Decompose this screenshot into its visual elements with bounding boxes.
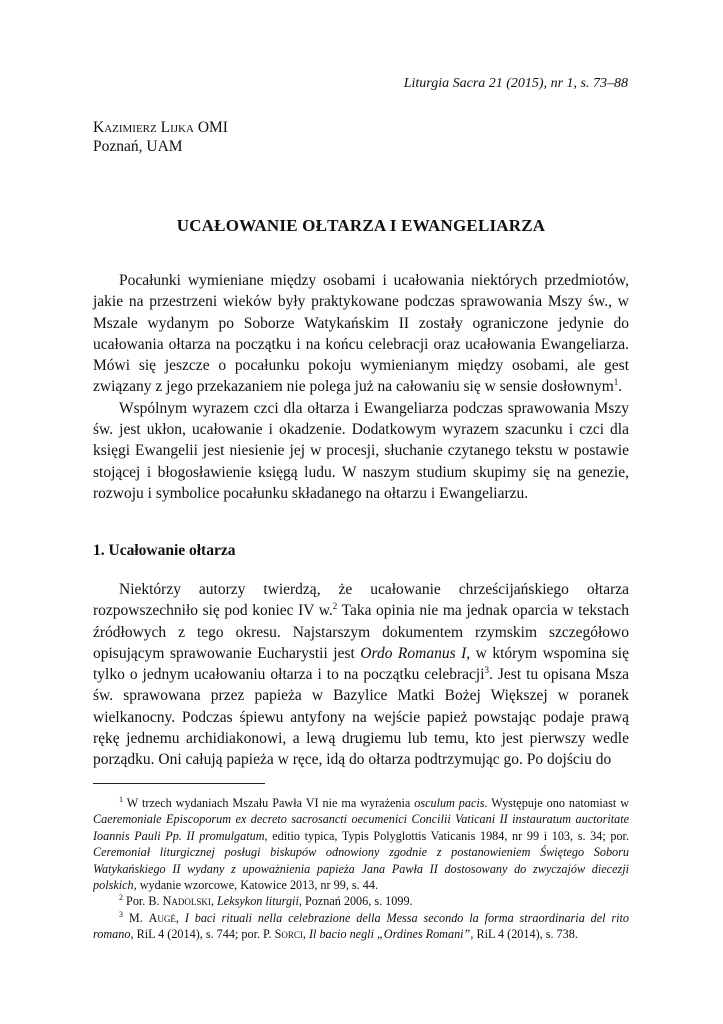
- footnote-1: [93, 795, 629, 893]
- footnote-3-text-c: , RiL 4 (2014), s. 744; por. P.: [130, 927, 275, 942]
- author-block: [93, 118, 228, 156]
- footnote-3-author-a: Augé: [148, 910, 176, 925]
- author-first-name: Kazimierz: [93, 119, 157, 136]
- footnote-1-italic-a: osculum pacis: [414, 796, 485, 810]
- intro-p1-text: Pocałunki wymieniane między osobami i ucałowania niektórych przedmiotów, jakie na przestrzeni wieków były praktykowane podczas sprawowania Mszy św., w Mszale wydanym po Soborze Watykańskim II zostały ograniczone jedynie do ucałowania ołtarza na początku i na końcu celebracji oraz ucałowania Ewangeliarza. Mówi się jeszcze o pocałunku pokoju wymienianym między osobami, ale gest związany z jego przekazaniem nie polega już na całowaniu się w sensie dosłownym: [93, 272, 629, 396]
- footnote-2-italic: Leksykon liturgii: [217, 894, 299, 909]
- footnote-ref-3: 3: [484, 665, 490, 676]
- sec1-text-2: Taka opinia nie ma jednak oparcia w tekstach źródłowych z tego okresu. Najstarszym dokumentem rzymskim szczegółowo opisującym sprawowanie Eucharystii jest: [93, 602, 629, 662]
- section-1-paragraph: [93, 579, 629, 771]
- footnote-3-italic-d: Il bacio negli „Ordines Romani”: [308, 927, 471, 942]
- author-last-name: Lijka: [160, 119, 194, 136]
- footnote-3-text-e: , RiL 4 (2014), s. 738.: [470, 927, 578, 942]
- footnote-2: [93, 893, 629, 909]
- footnote-1-italic-c: Ceremoniał liturgicznej posługi biskupów odnowiony zgodnie z postanowieniem Świętego Soboru Watykańskiego II wydany z upoważnienia papieża Jana Pawła II dostosowany do zwyczajów diecezji polskich: [93, 845, 629, 893]
- footnote-3-text-b: ,: [175, 910, 185, 925]
- footnote-ref-1: 1: [613, 377, 619, 388]
- ordo-romanus-title: Ordo Romanus I: [360, 644, 467, 662]
- footnote-separator: [93, 783, 265, 784]
- footnote-1-text-d: , wydanie wzorcowe, Katowice 2013, nr 99, s. 44.: [133, 878, 378, 893]
- sec1-text-3: , w którym wspomina się tylko o jednym ucałowaniu ołtarza i to na początku celebracji: [93, 644, 629, 684]
- footnote-2-text-b: ,: [210, 894, 218, 909]
- footnote-3-number: 3: [119, 909, 123, 919]
- footnote-1-italic-b: Caeremoniale Episcoporum ex decreto sacrosancti oecumenici Concilii Vaticani II instauratum auctoritate Ioannis Pauli Pp. II promulgatum: [93, 812, 629, 843]
- section-1-body: [93, 579, 629, 771]
- intro-paragraph-2: Wspólnym wyrazem czci dla ołtarza i Ewangeliarza podczas sprawowania Mszy św. jest ukłon, ucałowanie i okadzenie. Dodatkowym wyrazem szacunku i czci dla księgi Ewangelii jest niesienie jej w procesji, słuchanie czytanego tekstu w postawie stojącej i błogosławienie księgą ludu. W naszym studium skupimy się na genezie, rozwoju i symbolice pocałunku składanego na ołtarzu i Ewangeliarzu.: [93, 399, 629, 502]
- author-affiliation: Poznań, UAM: [93, 138, 183, 155]
- intro-p1-end: .: [618, 378, 623, 396]
- footnote-3-author-c: Sorci: [274, 927, 303, 942]
- footnote-2-text-c: , Poznań 2006, s. 1099.: [298, 894, 413, 909]
- author-order: OMI: [197, 119, 228, 136]
- footnote-ref-2: 2: [332, 601, 338, 612]
- footnote-3-italic-b: I baci rituali nella celebrazione della Messa secondo la forma straordinaria del rito romano: [93, 910, 629, 942]
- sec1-text-1: Niektórzy autorzy twierdzą, że ucałowanie chrześcijańskiego ołtarza rozpowszechniło się pod koniec IV w.: [93, 581, 629, 620]
- footnote-2-author: Nadolski: [162, 894, 211, 909]
- footnote-1-text-c: , editio typica, Typis Polyglottis Vaticanis 1984, nr 99 i 103, s. 34; por.: [264, 828, 629, 843]
- footnote-2-number: 2: [119, 893, 123, 903]
- footnote-3: [93, 910, 629, 943]
- author-name: [93, 118, 228, 137]
- footnote-1-text-a: W trzech wydaniach Mszału Pawła VI nie ma wyrażenia: [123, 796, 415, 810]
- footnote-2-text-a: Por. B.: [123, 894, 163, 909]
- footnote-3-text-a: M.: [123, 910, 149, 925]
- article-title: UCAŁOWANIE OŁTARZA I EWANGELIARZA: [176, 216, 546, 235]
- journal-reference: Liturgia Sacra 21 (2015), nr 1, s. 73–88: [403, 76, 628, 91]
- sec1-text-4: . Jest tu opisana Msza św. sprawowana przez papieża w Bazylice Matki Bożej Większej w poranek wielkanocny. Podczas śpiewu antyfony na wejście papież powstając podaje prawą rękę jednemu archidiakonowi, a lewą drugiemu lub temu, kto jest pierwszy wedle porządku. Oni całują papieża w ręce, idą do ołtarza podtrzymując go. Po dojściu do: [93, 666, 629, 769]
- intro-section: [93, 270, 629, 504]
- footnotes: [93, 795, 629, 943]
- section-heading: 1. Ucałowanie ołtarza: [93, 542, 236, 559]
- footnote-1-number: 1: [119, 794, 123, 804]
- footnote-1-text-b: . Występuje ono natomiast w: [484, 796, 629, 810]
- footnote-3-text-d: ,: [302, 927, 309, 942]
- intro-paragraph-1: [93, 270, 629, 398]
